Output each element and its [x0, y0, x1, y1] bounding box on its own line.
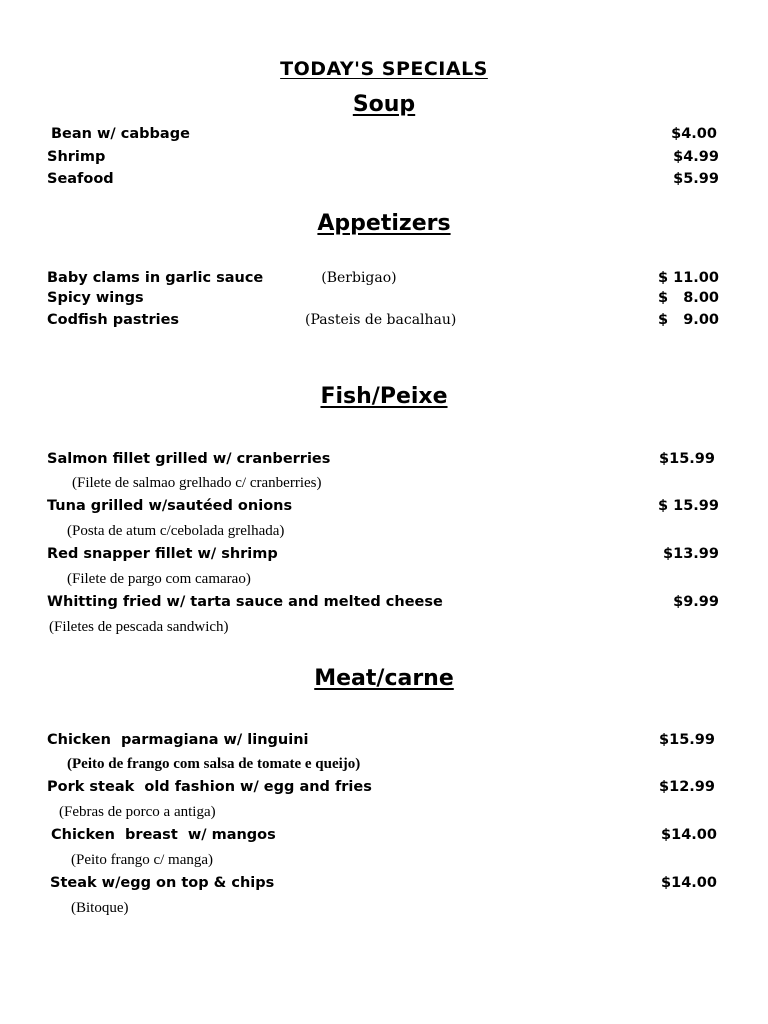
item-price: $ 11.00 [657, 270, 719, 286]
menu-item [47, 171, 719, 191]
menu-item [47, 546, 719, 566]
item-price: $ 8.00 [657, 290, 719, 306]
item-translation: (Filete de pargo com camarao) [67, 571, 251, 587]
item-translation: (Filetes de pescada sandwich) [49, 619, 229, 635]
menu-item [47, 312, 719, 332]
menu-item [47, 594, 719, 614]
item-price: $ 9.00 [657, 312, 719, 328]
item-name: Red snapper fillet w/ shrimp [47, 546, 283, 562]
item-name: Whitting fried w/ tarta sauce and melted cheese [47, 594, 443, 610]
menu-item [51, 827, 717, 847]
item-name: Tuna grilled w/sautéed onions [47, 498, 298, 514]
item-translation: (Bitoque) [71, 900, 129, 916]
item-price: $14.00 [661, 827, 717, 843]
section-heading-soup: Soup [352, 92, 416, 117]
item-price: $ 15.99 [657, 498, 719, 514]
item-note: (Pasteis de bacalhau) [305, 312, 457, 328]
item-price: $5.99 [673, 171, 719, 187]
item-name: Shrimp [47, 149, 106, 165]
item-name: Steak w/egg on top & chips [50, 875, 275, 891]
item-price: $15.99 [659, 732, 715, 748]
menu-item [47, 290, 719, 310]
item-note: (Berbigao) [321, 270, 397, 286]
item-name: Chicken breast w/ mangos [51, 827, 276, 843]
item-translation: (Peito de frango com salsa de tomate e queijo) [67, 756, 361, 772]
menu-item [47, 149, 719, 169]
item-translation: (Posta de atum c/cebolada grelhada) [67, 523, 285, 539]
item-name: Salmon fillet grilled w/ cranberries [47, 451, 336, 467]
menu-item [51, 126, 717, 146]
item-name: Seafood [47, 171, 114, 187]
menu-item [47, 779, 715, 799]
section-heading-fish: Fish/Peixe [320, 384, 448, 409]
item-price: $12.99 [659, 779, 715, 795]
item-price: $14.00 [661, 875, 717, 891]
menu-item [47, 270, 719, 290]
item-name: Spicy wings [47, 290, 144, 306]
page-title: TODAY'S SPECIALS [280, 58, 488, 80]
item-price: $4.00 [671, 126, 717, 142]
menu-item [47, 732, 715, 752]
item-name: Pork steak old fashion w/ egg and fries [47, 779, 372, 795]
item-price: $4.99 [673, 149, 719, 165]
item-price: $9.99 [673, 594, 719, 610]
item-name: Bean w/ cabbage [51, 126, 190, 142]
menu-item [47, 498, 719, 518]
section-heading-meat: Meat/carne [314, 666, 454, 691]
section-heading-appetizers: Appetizers [317, 211, 451, 236]
item-price: $13.99 [663, 546, 719, 562]
item-translation: (Peito frango c/ manga) [71, 852, 214, 868]
item-name: Baby clams in garlic sauce [47, 270, 264, 286]
menu-item [47, 451, 715, 471]
item-price: $15.99 [659, 451, 715, 467]
item-name: Codfish pastries [47, 312, 180, 328]
menu-item [50, 875, 717, 895]
item-translation: (Filete de salmao grelhado c/ cranberries) [72, 475, 322, 491]
item-name: Chicken parmagiana w/ linguini [47, 732, 314, 748]
item-translation: (Febras de porco a antiga) [59, 804, 216, 820]
